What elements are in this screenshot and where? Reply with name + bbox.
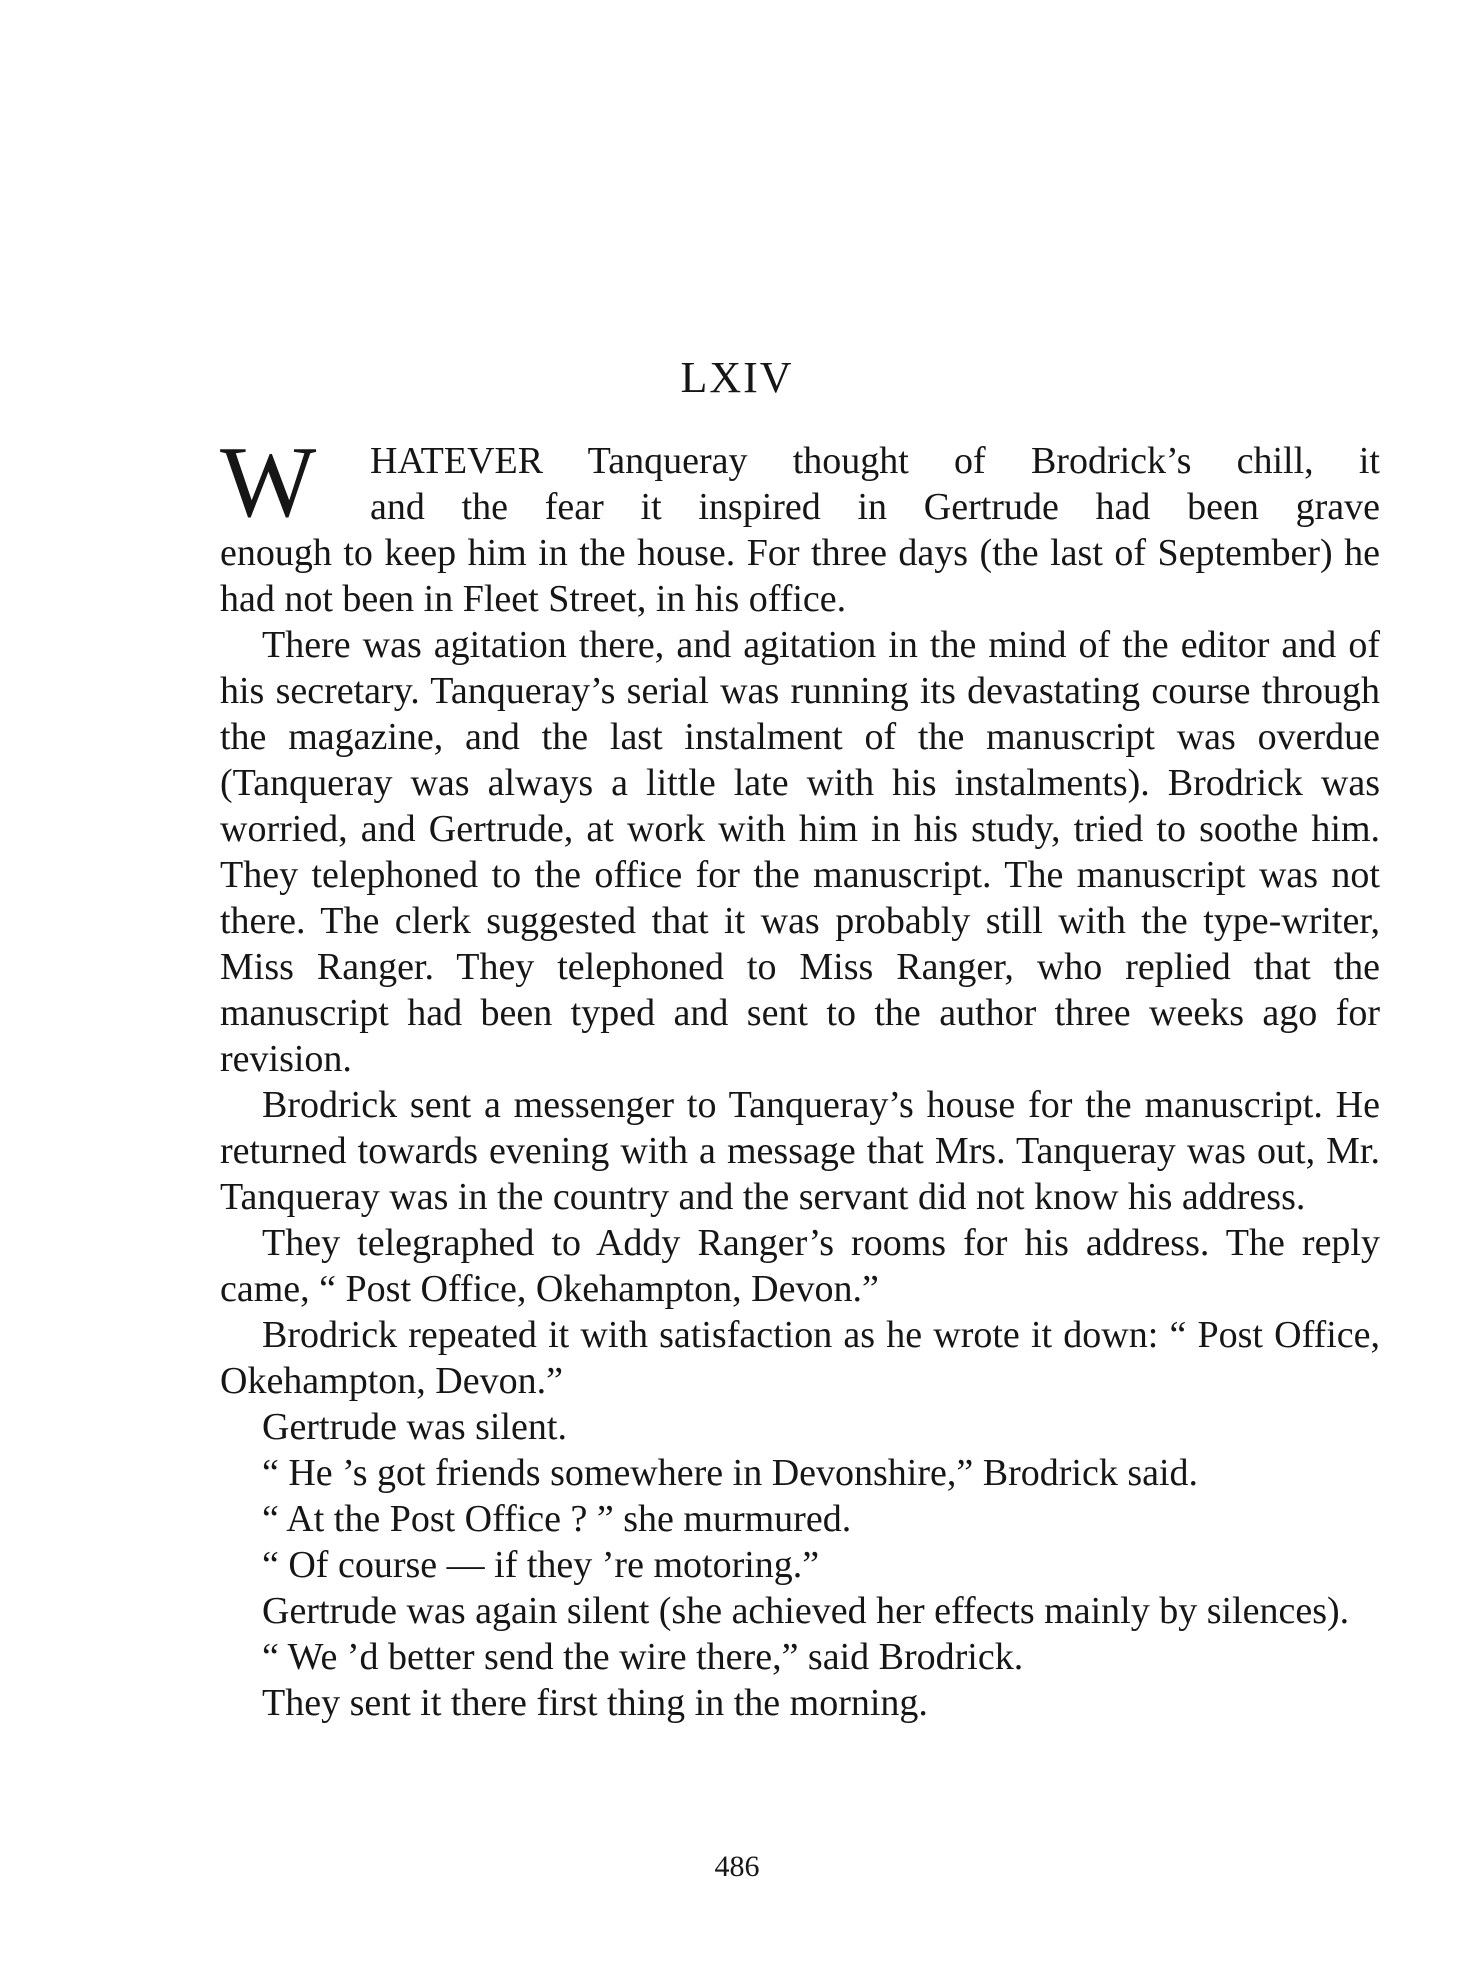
- paragraph: “ We ’d better send the wire there,” said Brodrick.: [262, 1636, 1024, 1678]
- paragraph: They telegraphed to Addy Ranger’s rooms for his address. The reply came, “ Post Office, Okehampton, Devon.”: [220, 1222, 1380, 1310]
- paragraph: “ At the Post Office ? ” she murmured.: [262, 1498, 852, 1540]
- paragraph: “ Of course — if they ’re motoring.”: [262, 1544, 820, 1586]
- body-text: [220, 426, 1380, 1726]
- paragraph: Brodrick sent a messenger to Tanqueray’s house for the manuscript. He returned towards evening with a message that Mrs. Tanqueray was out, Mr. Tanqueray was in the country and the servant did not know his address.: [220, 1084, 1380, 1218]
- paragraph: There was agitation there, and agitation in the mind of the editor and of his secretary. Tanqueray’s serial was running its devastating course through the magazine, and the last instalment of the manuscript was overdue (Tanqueray was always a little late with his instalments). Brodrick was worried, and Gertrude, at work with him in his study, tried to soothe him. They telephoned to the office for the manuscript. The manuscript was not there. The clerk suggested that it was probably still with the type-writer, Miss Ranger. They telephoned to Miss Ranger, who replied that the manuscript had been typed and sent to the author three weeks ago for revision.: [220, 624, 1380, 1080]
- opening-line-2: and the fear it inspired in Gertrude had been grave: [370, 486, 1380, 528]
- paragraph: Gertrude was silent.: [262, 1406, 567, 1448]
- page-number: 486: [714, 1850, 760, 1883]
- opening-continuation: enough to keep him in the house. For three days (the last of September) he had not been in Fleet Street, in his office.: [220, 532, 1380, 620]
- paragraph: Brodrick repeated it with satisfaction as he wrote it down: “ Post Office, Okehampton, Devon.”: [220, 1314, 1380, 1402]
- paragraph: “ He ’s got friends somewhere in Devonshire,” Brodrick said.: [262, 1452, 1199, 1494]
- paragraph: Gertrude was again silent (she achieved her effects mainly by silences).: [262, 1590, 1350, 1632]
- opening-line-1: HATEVER Tanqueray thought of Brodrick’s chill, it: [370, 440, 1380, 482]
- chapter-heading: LXIV: [680, 353, 794, 402]
- drop-cap: W: [220, 426, 317, 539]
- opening-paragraph: [220, 426, 1380, 622]
- paragraph: They sent it there first thing in the morning.: [262, 1682, 928, 1724]
